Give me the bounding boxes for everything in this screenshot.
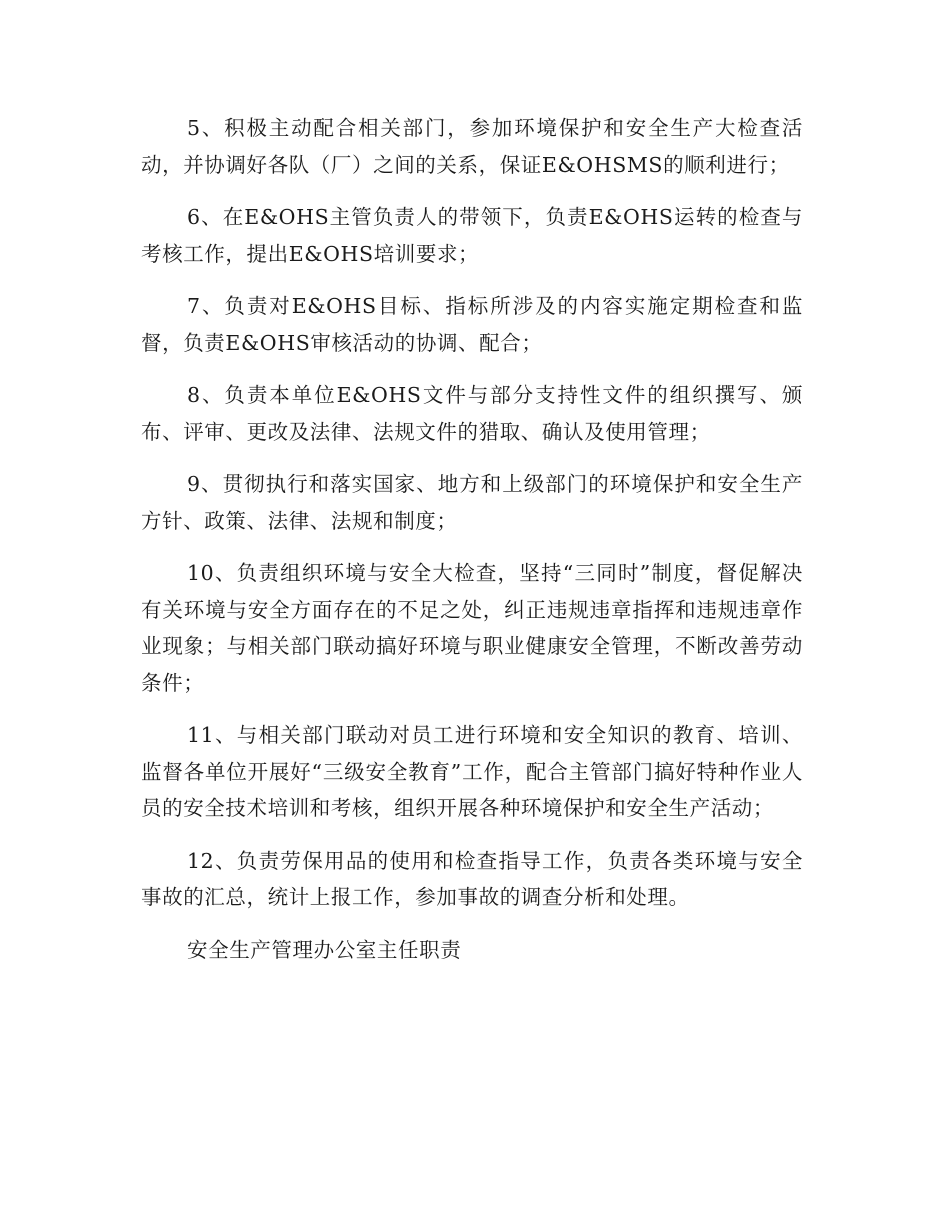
paragraph-item-11: 11、与相关部门联动对员工进行环境和安全知识的教育、培训、监督各单位开展好“三级安全教育”工作，配合主管部门搞好特种作业人员的安全技术培训和考核，组织开展各种环境保护和安全生产活动；	[141, 723, 803, 820]
paragraph-item-5: 5、积极主动配合相关部门，参加环境保护和安全生产大检查活动，并协调好各队（厂）之间的关系，保证E&OHSMS的顺利进行；	[141, 116, 803, 177]
document-body	[141, 110, 803, 984]
paragraph-item-7: 7、负责对E&OHS目标、指标所涉及的内容实施定期检查和监督，负责E&OHS审核活动的协调、配合；	[141, 294, 803, 355]
paragraph-item-6: 6、在E&OHS主管负责人的带领下，负责E&OHS运转的检查与考核工作，提出E&OHS培训要求；	[141, 205, 803, 266]
paragraph-item-10: 10、负责组织环境与安全大检查，坚持“三同时”制度，督促解决有关环境与安全方面存在的不足之处，纠正违规违章指挥和违规违章作业现象；与相关部门联动搞好环境与职业健康安全管理，不断改善劳动条件；	[141, 561, 803, 695]
section-heading: 安全生产管理办公室主任职责	[187, 937, 462, 962]
paragraph-item-8: 8、负责本单位E&OHS文件与部分支持性文件的组织撰写、颁布、评审、更改及法律、法规文件的猎取、确认及使用管理；	[141, 383, 803, 444]
paragraph-item-12: 12、负责劳保用品的使用和检查指导工作，负责各类环境与安全事故的汇总，统计上报工作，参加事故的调查分析和处理。	[141, 848, 803, 909]
paragraph-item-9: 9、贯彻执行和落实国家、地方和上级部门的环境保护和安全生产方针、政策、法律、法规和制度；	[141, 472, 803, 533]
